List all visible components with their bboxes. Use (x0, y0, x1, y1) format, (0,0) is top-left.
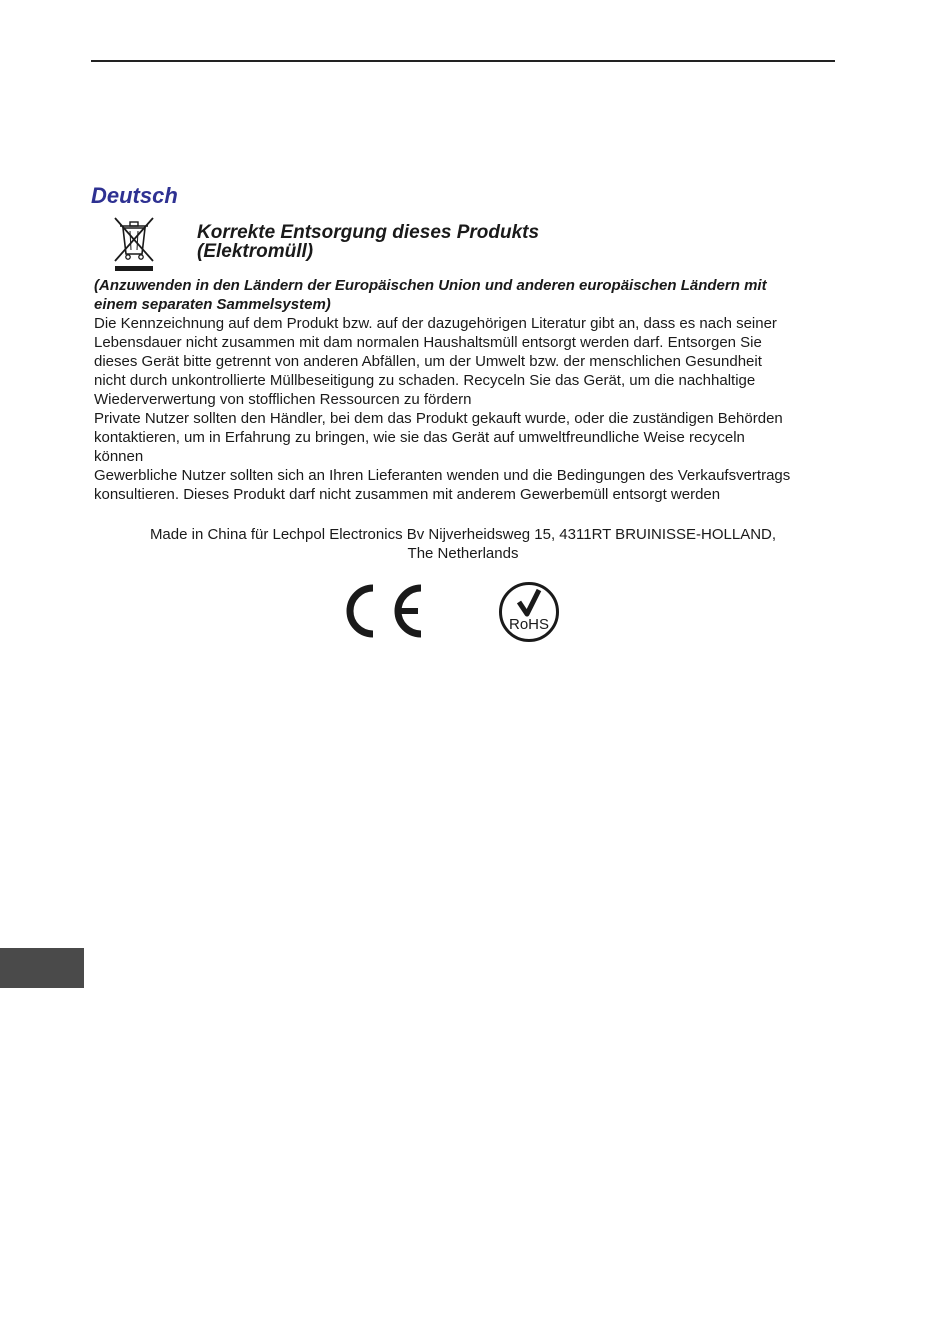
section-title (197, 223, 539, 261)
paragraph-business-users: Gewerbliche Nutzer sollten sich an Ihren Lieferanten wenden und die Bedingungen des Verkaufsvertrags konsultieren. Dieses Produkt darf nicht zusammen mit anderem Gewerbemüll entsorgt werden (94, 467, 791, 503)
manufacturer-line2: The Netherlands (407, 545, 519, 562)
section-title-line2: (Elektromüll) (197, 241, 314, 262)
top-divider (91, 60, 835, 62)
ce-mark-icon (342, 582, 426, 640)
disposal-text (94, 276, 854, 504)
section-title-line1: Korrekte Entsorgung dieses Produkts (197, 222, 540, 243)
manufacturer-line1: Made in China für Lechpol Electronics Bv Nijverheidsweg 15, 4311RT BRUINISSE-HOLLAND, (149, 526, 777, 543)
rohs-label: RoHS (508, 616, 550, 633)
crossed-out-bin-icon (110, 214, 158, 272)
paragraph-household: Die Kennzeichnung auf dem Produkt bzw. auf der dazugehörigen Literatur gibt an, dass es nach seiner Lebensdauer nicht zusammen mit dam normalen Haushaltsmüll entsorgt werden darf. Entsorgen Sie dieses Gerät bitte getrennt von anderen Abfällen, um der Umwelt bzw. der menschlichen Gesundheit nicht durch unkontrollierte Müllbeseitigung zu schaden. Recyceln Sie das Gerät, um die nachhaltige Wiederverwertung von stofflichen Ressourcen zu fördern (94, 315, 777, 408)
manufacturer-info (91, 525, 835, 563)
language-heading: Deutsch (91, 183, 178, 208)
scope-note: (Anzuwenden in den Ländern der Europäischen Union und anderen europäischen Ländern mit einem separaten Sammelsystem) (94, 277, 767, 313)
page-side-tab (0, 948, 84, 988)
paragraph-private-users: Private Nutzer sollten den Händler, bei dem das Produkt gekauft wurde, oder die zuständigen Behörden kontaktieren, um in Erfahrung zu bringen, wie sie das Gerät auf umweltfreundliche Weise recyceln können (94, 410, 783, 465)
rohs-mark-icon (497, 580, 561, 644)
